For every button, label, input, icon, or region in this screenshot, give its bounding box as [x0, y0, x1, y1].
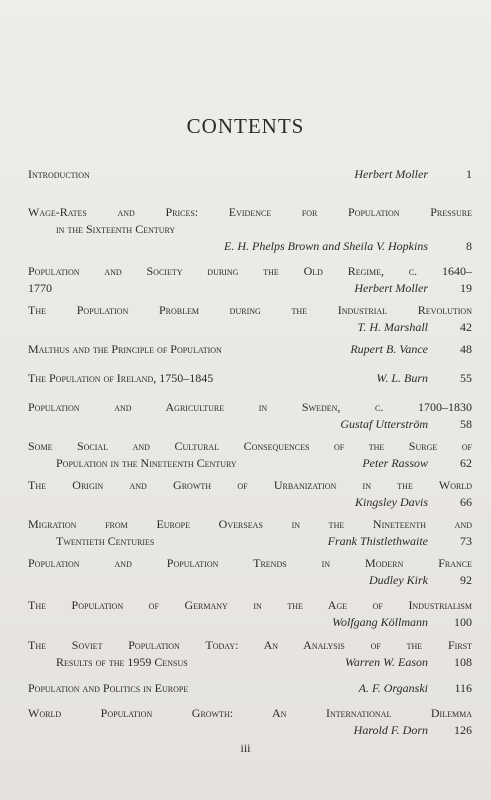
entry-title: The Population of Ireland, 1750–1845 — [28, 371, 214, 385]
entry-title-cont: Population in the Nineteenth Century — [56, 456, 237, 470]
toc-entry — [28, 438, 472, 472]
entry-title: The Population of Germany in the Age of Industrialism — [28, 598, 472, 612]
contents-title: CONTENTS — [186, 114, 305, 138]
entry-page: 92 — [460, 573, 472, 587]
entry-title-cont: 1770 — [28, 281, 52, 295]
entry-title-cont: Results of the 1959 Census — [56, 655, 188, 669]
page-number: iii — [240, 741, 251, 755]
entry-author: Harold F. Dorn — [353, 723, 428, 737]
entry-author: Gustaf Utterström — [340, 417, 428, 431]
toc-entry — [28, 341, 472, 358]
toc-entry — [28, 370, 472, 387]
entry-title: Malthus and the Principle of Population — [28, 342, 222, 356]
entry-page: 108 — [454, 655, 472, 669]
toc-entry — [28, 399, 472, 433]
entry-page: 66 — [460, 495, 472, 509]
entry-title: Population and Population Trends in Modern France — [28, 556, 472, 570]
entry-title: Wage-Rates and Prices: Evidence for Population Pressure — [28, 205, 472, 219]
entry-author: Dudley Kirk — [369, 573, 428, 587]
entry-author: W. L. Burn — [376, 371, 428, 385]
entry-page: 1 — [466, 167, 472, 181]
entry-page: 19 — [460, 281, 472, 295]
toc-entry — [28, 705, 472, 739]
entry-author: Herbert Moller — [354, 167, 428, 181]
entry-title: World Population Growth: An International Dilemma — [28, 706, 472, 720]
entry-title: The Origin and Growth of Urbanization in the World — [28, 478, 472, 492]
toc-entry — [28, 263, 472, 297]
toc-entry — [28, 555, 472, 589]
toc-entry — [28, 302, 472, 336]
toc-entry — [28, 166, 472, 183]
entry-page: 58 — [460, 417, 472, 431]
entry-title: Population and Agriculture in Sweden, c. 1700–1830 — [28, 400, 472, 414]
entry-title: The Soviet Population Today: An Analysis of the First — [28, 638, 472, 652]
entry-title: Introduction — [28, 167, 90, 181]
toc-entry — [28, 597, 472, 631]
entry-author: Peter Rassow — [362, 456, 428, 470]
entry-author: A. F. Organski — [358, 681, 428, 695]
toc-entry — [28, 637, 472, 671]
entry-page: 48 — [460, 342, 472, 356]
entry-author: E. H. Phelps Brown and Sheila V. Hopkins — [224, 239, 428, 253]
entry-title-cont: in the Sixteenth Century — [56, 222, 176, 236]
entry-title: Some Social and Cultural Consequences of the Surge of — [28, 439, 472, 453]
entry-title-cont: Twentieth Centuries — [56, 534, 155, 548]
entry-title: Migration from Europe Overseas in the Nineteenth and — [28, 517, 472, 531]
toc-entry — [28, 680, 472, 697]
entry-page: 8 — [466, 239, 472, 253]
entry-page: 126 — [454, 723, 472, 737]
entry-author: Frank Thistlethwaite — [327, 534, 428, 548]
entry-title: Population and Politics in Europe — [28, 681, 189, 695]
toc-entry — [28, 516, 472, 550]
entry-page: 42 — [460, 320, 472, 334]
entry-page: 62 — [460, 456, 472, 470]
entry-page: 100 — [454, 615, 472, 629]
entry-page: 73 — [460, 534, 472, 548]
entry-author: Wolfgang Köllmann — [332, 615, 428, 629]
entry-author: Kingsley Davis — [355, 495, 428, 509]
entry-author: Herbert Moller — [354, 281, 428, 295]
entry-author: Warren W. Eason — [344, 655, 428, 669]
toc-entry — [28, 204, 472, 255]
entry-title: The Population Problem during the Industrial Revolution — [28, 303, 472, 317]
entry-author: T. H. Marshall — [357, 320, 428, 334]
entry-title: Population and Society during the Old Regime, c. 1640– — [28, 264, 472, 278]
entry-author: Rupert B. Vance — [350, 342, 428, 356]
entry-page: 116 — [454, 681, 472, 695]
toc-entry — [28, 477, 472, 511]
entry-page: 55 — [460, 371, 472, 385]
